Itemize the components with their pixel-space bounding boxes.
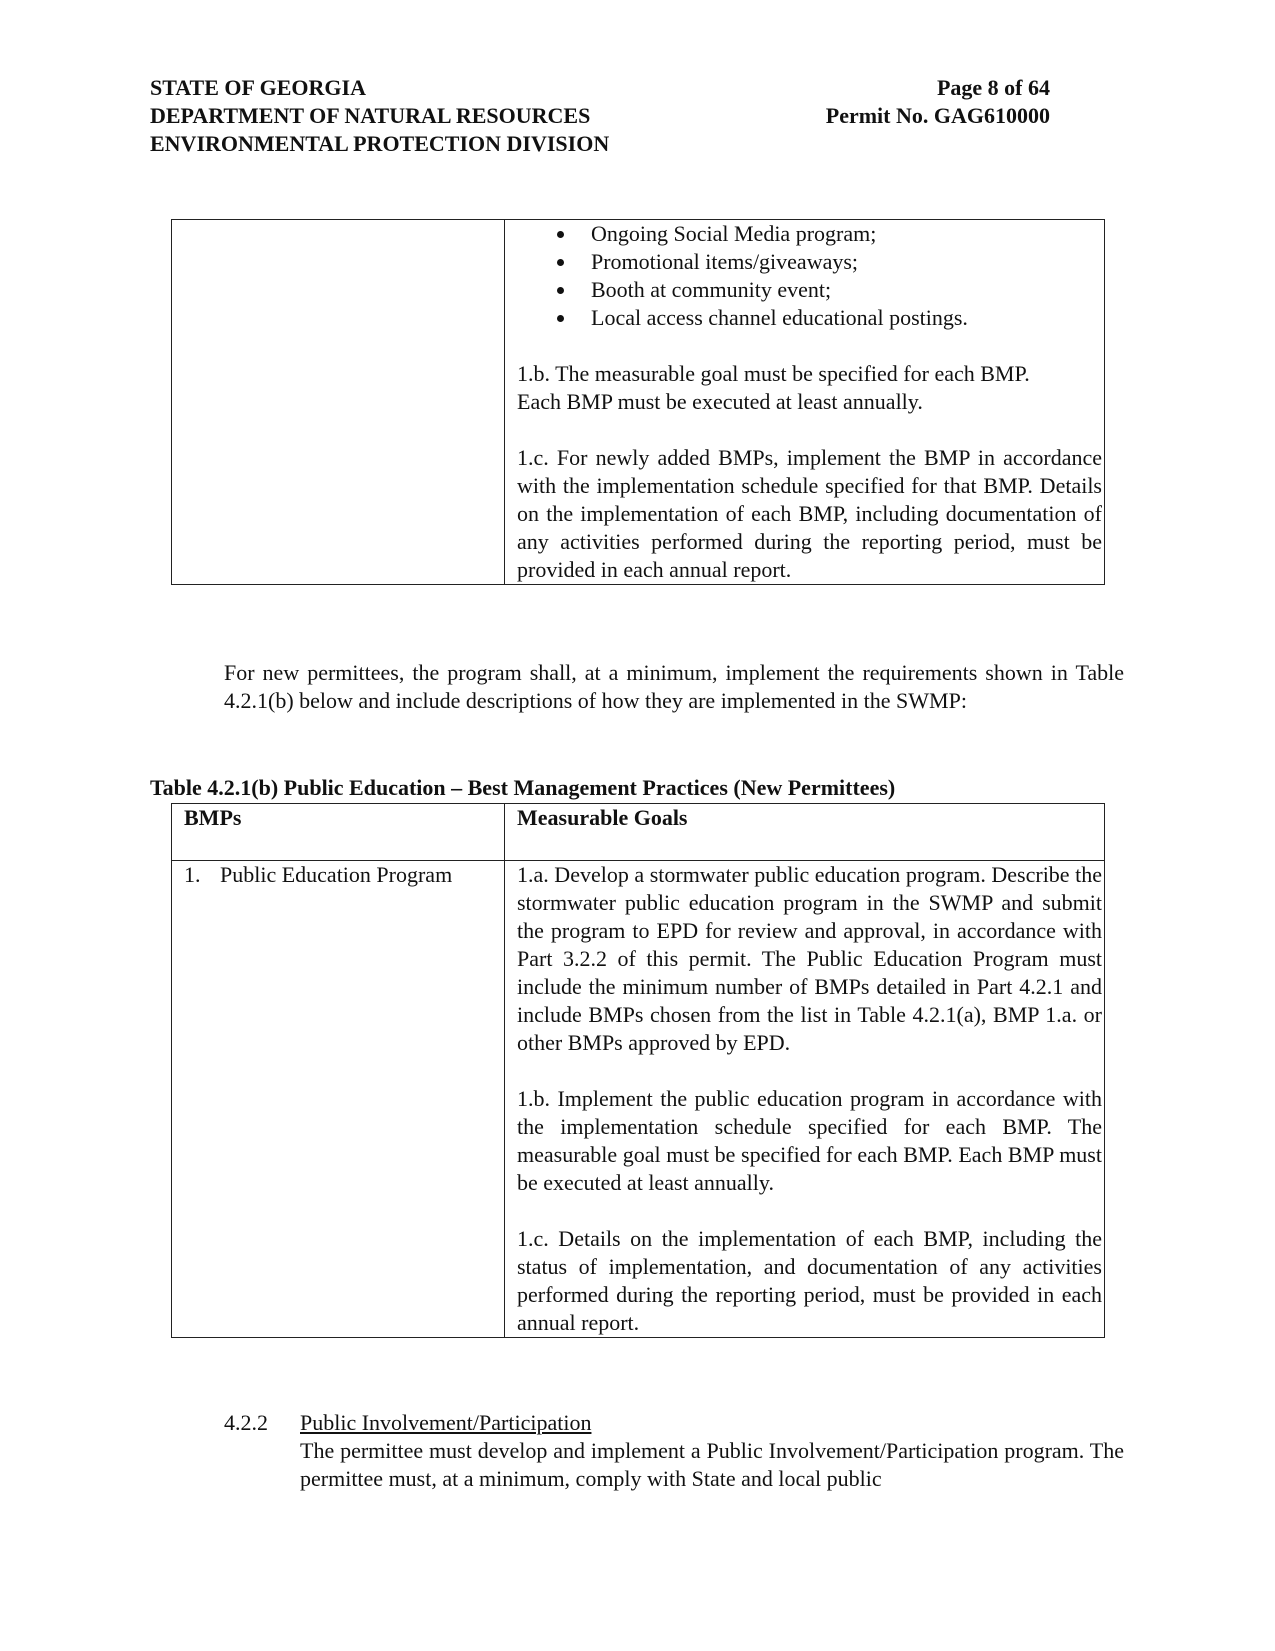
goal-paragraph [517, 360, 1102, 416]
section-title: Public Involvement/Participation [300, 1410, 592, 1435]
goal-paragraph: 1.a. Develop a stormwater public education program. Describe the stormwater public education program in the SWMP and submit the program to EPD for review and approval, in accordance with Part 3.2.2 of this permit. The Public Education Program must include the minimum number of BMPs detailed in Part 4.2.1 and include BMPs chosen from the list in Table 4.2.1(a), BMP 1.a. or other BMPs approved by EPD. [517, 862, 1102, 1055]
bmp-table-new-permittees [171, 803, 1105, 1338]
list-item: • Booth at community event; [577, 276, 1102, 304]
section-body: The permittee must develop and implement a Public Involvement/Participation program. The permittee must, at a minimum, comply with State and local public [300, 1438, 1124, 1491]
bmp-table-continued [171, 219, 1105, 585]
table-header-row [172, 804, 1105, 861]
column-header: Measurable Goals [505, 804, 1105, 861]
list-item [184, 861, 502, 889]
goal-paragraph: 1.b. Implement the public education program in accordance with the implementation schedule specified for each BMP. The measurable goal must be specified for each BMP. Each BMP must be executed at least annually. [517, 1086, 1102, 1195]
agency-line: STATE OF GEORGIA [150, 75, 366, 100]
page-number: Page 8 of 64 [936, 75, 1050, 100]
list-item: • Ongoing Social Media program; [577, 220, 1102, 248]
item-label: Public Education Program [220, 862, 453, 887]
agency-line: DEPARTMENT OF NATURAL RESOURCES [150, 103, 591, 128]
table-caption: Table 4.2.1(b) Public Education – Best Management Practices (New Permittees) [150, 775, 896, 800]
goal-paragraph: 1.c. Details on the implementation of each BMP, including the status of implementation, and documentation of any activities performed during the reporting period, must be provided in each annual report. [517, 1226, 1102, 1335]
list-item: • Local access channel educational postings. [577, 304, 1102, 332]
section-number: 4.2.2 [224, 1410, 268, 1435]
intro-paragraph: For new permittees, the program shall, at a minimum, implement the requirements shown in Table 4.2.1(b) below and include descriptions of how they are implemented in the SWMP: [224, 660, 1124, 713]
table-cell-empty [172, 220, 505, 585]
goal-paragraph: 1.c. For newly added BMPs, implement the BMP in accordance with the implementation schedule specified for that BMP. Details on the implementation of each BMP, including documentation of any activities performed during the reporting period, must be provided in each annual report. [517, 445, 1102, 582]
table-cell-bmp [172, 861, 505, 1338]
table-row [172, 220, 1105, 585]
table-cell-goals [505, 861, 1105, 1338]
column-header: BMPs [172, 804, 505, 861]
agency-line: ENVIRONMENTAL PROTECTION DIVISION [150, 131, 610, 156]
table-row [172, 861, 1105, 1338]
table-cell-goals [505, 220, 1105, 585]
permit-number: Permit No. GAG610000 [825, 103, 1050, 128]
item-number: 1. [184, 862, 201, 887]
bullet-list [517, 220, 1102, 332]
goal-text: 1.b. The measurable goal must be specified for each BMP. [517, 361, 1030, 386]
page-info [750, 74, 1050, 130]
list-item: • Promotional items/giveaways; [577, 248, 1102, 276]
goal-text: Each BMP must be executed at least annually. [517, 389, 923, 414]
agency-name [150, 74, 710, 158]
